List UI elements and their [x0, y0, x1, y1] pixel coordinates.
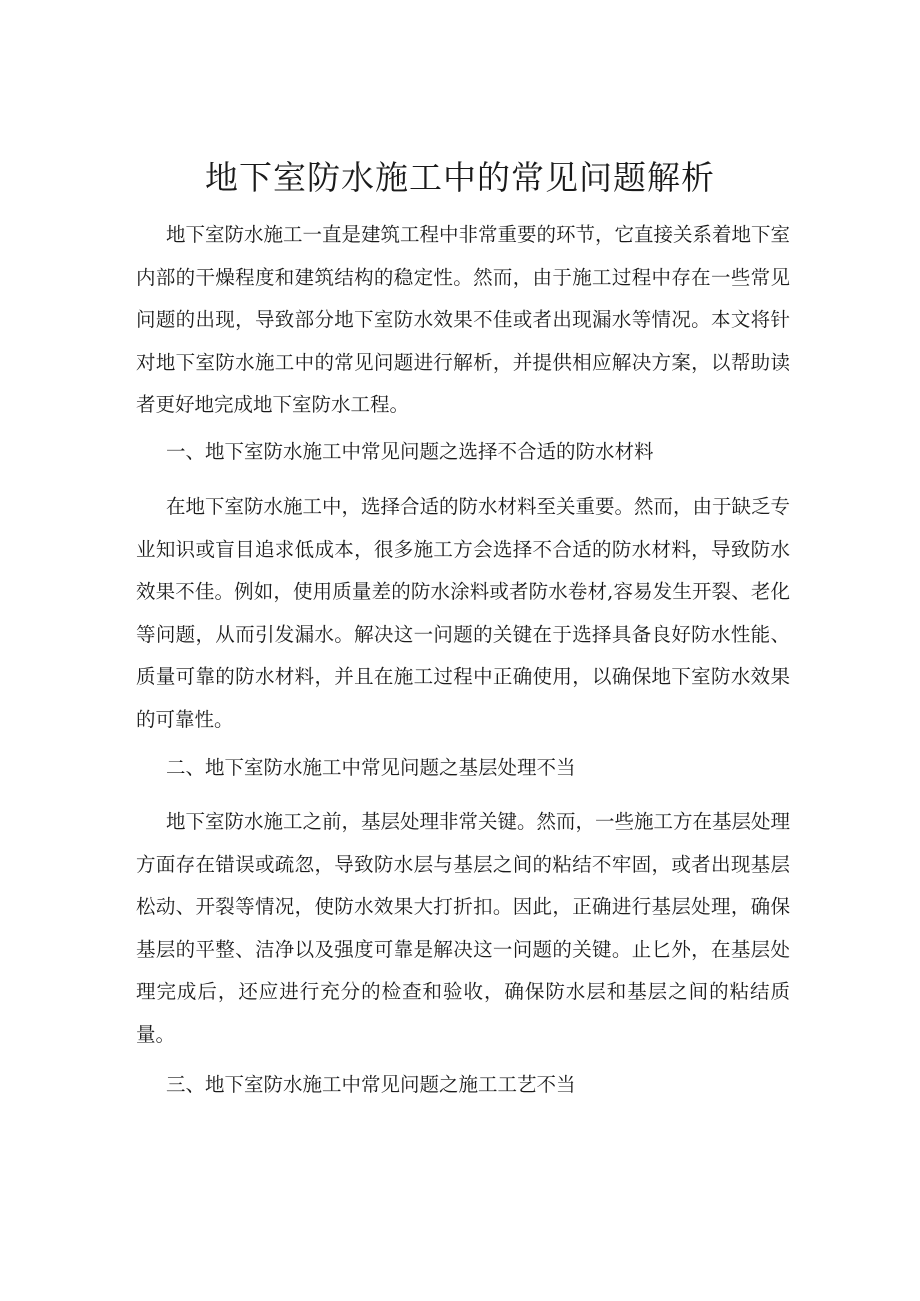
page-title: 地下室防水施工中的常见问题解析 — [205, 158, 715, 197]
intro-paragraph: 地下室防水施工一直是建筑工程中非常重要的环节，它直接关系着地下室内部的干燥程度和建筑结构的稳定性。然而，由于施工过程中存在一些常见问题的出现，导致部分地下室防水效果不佳或者出现漏水等情况。本文将针对地下室防水施工中的常见问题进行解析，并提供相应解决方案，以帮助读者更好地完成地下室防水工程。 — [136, 223, 791, 416]
section-heading-3: 三、地下室防水施工中常见问题之施工工艺不当 — [166, 1073, 576, 1096]
section-heading-2: 二、地下室防水施工中常见问题之基层处理不当 — [166, 756, 576, 779]
section-body-2: 地下室防水施工之前，基层处理非常关键。然而，一些施工方在基层处理方面存在错误或疏忽，导致防水层与基层之间的粘结不牢固，或者出现基层松动、开裂等情况，使防水效果大打折扣。因此，正确进行基层处理，确保基层的平整、洁净以及强度可靠是解决这一问题的关键。止匕外，在基层处理完成后，还应进行充分的检查和验收，确保防水层和基层之间的粘结质量。 — [136, 810, 791, 1046]
section-body-1: 在地下室防水施工中，选择合适的防水材料至关重要。然而，由于缺乏专业知识或盲目追求低成本，很多施工方会选择不合适的防水材料，导致防水效果不佳。例如，使用质量差的防水涂料或者防水卷材,容易发生开裂、老化等问题，从而引发漏水。解决这一问题的关键在于选择具备良好防水性能、质量可靠的防水材料，并且在施工过程中正确使用，以确保地下室防水效果的可靠性。 — [136, 495, 791, 731]
section-heading-1: 一、地下室防水施工中常见问题之选择不合适的防水材料 — [166, 440, 654, 463]
